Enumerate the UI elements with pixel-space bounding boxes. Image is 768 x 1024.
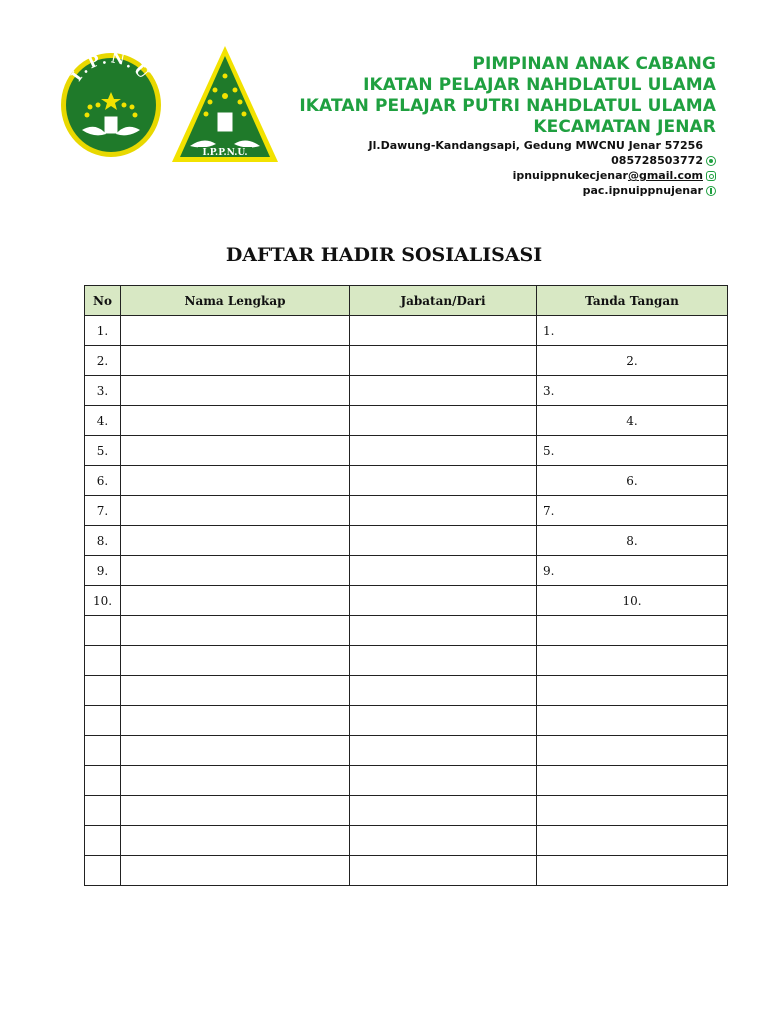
name-cell[interactable] (121, 316, 350, 346)
signature-cell[interactable] (537, 556, 728, 586)
signature-cell[interactable] (537, 826, 728, 856)
signature-cell[interactable] (537, 706, 728, 736)
contact-block (369, 138, 716, 198)
signature-number: 1. (543, 323, 555, 338)
table-row (85, 556, 728, 586)
row-number (85, 676, 121, 706)
signature-cell[interactable] (537, 646, 728, 676)
phone-row (369, 153, 716, 168)
row-number (85, 856, 121, 886)
name-cell[interactable] (121, 376, 350, 406)
name-cell[interactable] (121, 856, 350, 886)
column-header-nama: Nama Lengkap (121, 286, 350, 316)
position-cell[interactable] (350, 376, 537, 406)
row-number: 5. (85, 436, 121, 466)
table-row (85, 706, 728, 736)
row-number (85, 736, 121, 766)
position-cell[interactable] (350, 496, 537, 526)
position-cell[interactable] (350, 586, 537, 616)
name-cell[interactable] (121, 526, 350, 556)
name-cell[interactable] (121, 406, 350, 436)
ipnu-logo (60, 52, 162, 158)
column-header-jabatan: Jabatan/Dari (350, 286, 537, 316)
position-cell[interactable] (350, 616, 537, 646)
signature-number: 2. (626, 353, 638, 368)
name-cell[interactable] (121, 586, 350, 616)
table-row (85, 796, 728, 826)
name-cell[interactable] (121, 556, 350, 586)
position-cell[interactable] (350, 646, 537, 676)
signature-cell[interactable] (537, 346, 728, 376)
position-cell[interactable] (350, 766, 537, 796)
position-cell[interactable] (350, 346, 537, 376)
table-row (85, 586, 728, 616)
header-line-1: PIMPINAN ANAK CABANG (472, 54, 716, 74)
position-cell[interactable] (350, 826, 537, 856)
table-row (85, 736, 728, 766)
ippnu-logo (170, 44, 280, 164)
name-cell[interactable] (121, 826, 350, 856)
position-cell[interactable] (350, 556, 537, 586)
signature-number: 6. (626, 473, 638, 488)
column-header-tanda-tangan: Tanda Tangan (537, 286, 728, 316)
signature-cell[interactable] (537, 406, 728, 436)
position-cell[interactable] (350, 526, 537, 556)
signature-cell[interactable] (537, 376, 728, 406)
social-text: pac.ipnuippnujenar (582, 184, 703, 197)
name-cell[interactable] (121, 796, 350, 826)
table-row (85, 406, 728, 436)
name-cell[interactable] (121, 346, 350, 376)
table-row (85, 526, 728, 556)
table-header-row (85, 286, 728, 316)
table-row (85, 346, 728, 376)
signature-cell[interactable] (537, 466, 728, 496)
signature-cell[interactable] (537, 856, 728, 886)
letterhead-title (299, 54, 716, 138)
email-link[interactable] (513, 168, 703, 183)
instagram-icon (706, 171, 716, 181)
signature-cell[interactable] (537, 766, 728, 796)
signature-number: 3. (543, 383, 555, 398)
name-cell[interactable] (121, 646, 350, 676)
row-number (85, 796, 121, 826)
row-number (85, 646, 121, 676)
position-cell[interactable] (350, 676, 537, 706)
position-cell[interactable] (350, 796, 537, 826)
signature-cell[interactable] (537, 526, 728, 556)
name-cell[interactable] (121, 466, 350, 496)
signature-cell[interactable] (537, 436, 728, 466)
name-cell[interactable] (121, 496, 350, 526)
row-number (85, 766, 121, 796)
signature-number: 8. (626, 533, 638, 548)
position-cell[interactable] (350, 316, 537, 346)
table-row (85, 616, 728, 646)
row-number (85, 826, 121, 856)
table-row (85, 466, 728, 496)
social-row (369, 183, 716, 198)
row-number: 10. (85, 586, 121, 616)
header-line-2: IKATAN PELAJAR NAHDLATUL ULAMA (363, 75, 716, 95)
signature-number: 10. (622, 593, 642, 608)
position-cell[interactable] (350, 736, 537, 766)
position-cell[interactable] (350, 436, 537, 466)
email-domain: @gmail.com (627, 169, 703, 182)
header-line-4: KECAMATAN JENAR (533, 117, 716, 137)
name-cell[interactable] (121, 706, 350, 736)
table-row (85, 436, 728, 466)
row-number (85, 706, 121, 736)
table-row (85, 766, 728, 796)
ipnu-logo-text: I.P.N.U (67, 52, 155, 85)
table-row (85, 856, 728, 886)
table-row (85, 826, 728, 856)
position-cell[interactable] (350, 466, 537, 496)
table-row (85, 316, 728, 346)
table-body (85, 316, 728, 886)
name-cell[interactable] (121, 676, 350, 706)
signature-cell[interactable] (537, 496, 728, 526)
row-number: 8. (85, 526, 121, 556)
ippnu-logo-text: I.P.P.N.U. (202, 148, 248, 158)
position-cell[interactable] (350, 406, 537, 436)
table-row (85, 646, 728, 676)
row-number: 7. (85, 496, 121, 526)
attendance-table (84, 285, 728, 886)
position-cell[interactable] (350, 856, 537, 886)
row-number: 2. (85, 346, 121, 376)
column-header-no: No (85, 286, 121, 316)
address-row (369, 138, 716, 153)
name-cell[interactable] (121, 736, 350, 766)
signature-cell[interactable] (537, 736, 728, 766)
signature-number: 7. (543, 503, 555, 518)
table-row (85, 676, 728, 706)
header-line-3: IKATAN PELAJAR PUTRI NAHDLATUL ULAMA (299, 96, 716, 116)
row-number: 9. (85, 556, 121, 586)
signature-cell[interactable] (537, 586, 728, 616)
name-cell[interactable] (121, 766, 350, 796)
signature-cell[interactable] (537, 616, 728, 646)
table-row (85, 496, 728, 526)
position-cell[interactable] (350, 706, 537, 736)
signature-cell[interactable] (537, 676, 728, 706)
name-cell[interactable] (121, 616, 350, 646)
email-user: ipnuippnukecjenar (512, 169, 628, 182)
signature-cell[interactable] (537, 316, 728, 346)
phone-text: 085728503772 (611, 154, 703, 167)
row-number: 4. (85, 406, 121, 436)
table-row (85, 376, 728, 406)
signature-cell[interactable] (537, 796, 728, 826)
signature-number: 9. (543, 563, 555, 578)
address-text: Jl.Dawung-Kandangsapi, Gedung MWCNU Jenar 57256 (368, 139, 703, 152)
email-row (369, 168, 716, 183)
row-number: 1. (85, 316, 121, 346)
signature-number: 5. (543, 443, 555, 458)
whatsapp-icon (706, 156, 716, 166)
facebook-icon (706, 186, 716, 196)
row-number: 3. (85, 376, 121, 406)
row-number (85, 616, 121, 646)
document-title: DAFTAR HADIR SOSIALISASI (225, 244, 543, 266)
row-number: 6. (85, 466, 121, 496)
name-cell[interactable] (121, 436, 350, 466)
signature-number: 4. (626, 413, 638, 428)
